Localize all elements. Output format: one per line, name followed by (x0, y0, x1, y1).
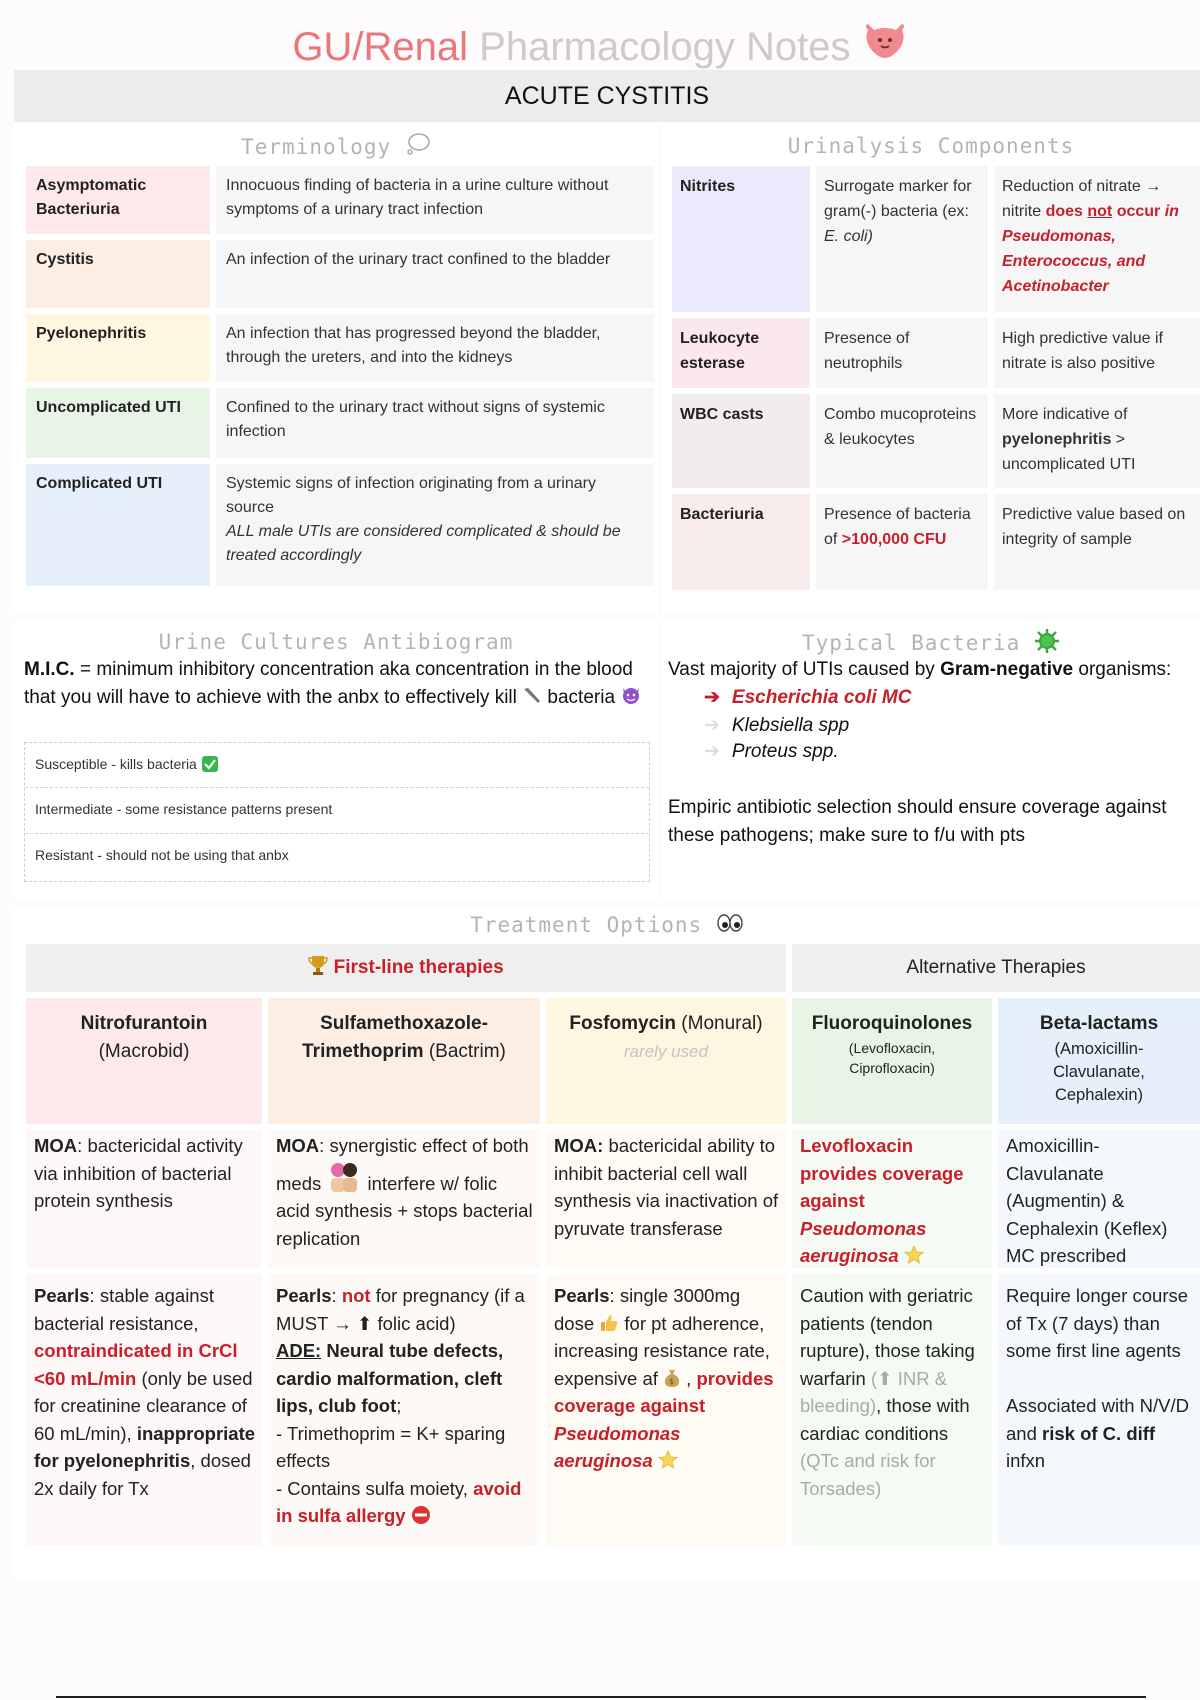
pearls-bactrim: Pearls: not for pregnancy (if a MUST → ⬆ folic acid) ADE: Neural tube defects, cardio malformation, cleft lips, club foot; - Trimethoprim = K+ sparing effects - Contains sulfa moiety, avoid in sulfa allergy (276, 1285, 525, 1526)
bacteria-intro: Vast majority of UTIs caused by Gram-negative organisms: (668, 659, 1172, 680)
ua-name: WBC casts (672, 394, 810, 488)
treatment-panel (14, 906, 1200, 1580)
thought-bubble-icon (405, 135, 431, 159)
term-name: Complicated UTI (26, 464, 210, 586)
term-row-cystitis (26, 240, 654, 308)
star-icon (658, 1450, 678, 1471)
drug-header-bactrim: Sulfamethoxazole-Trimethoprim (Bactrim) (302, 1013, 506, 1062)
eyes-icon (716, 913, 744, 937)
section-banner: ACUTE CYSTITIS (14, 70, 1200, 122)
ua-description: Surrogate marker for gram(-) bacteria (ex: E. coli) (816, 166, 988, 312)
susceptibility-item-intermediate: Intermediate - some resistance patterns present (35, 801, 333, 817)
term-definition: Confined to the urinary tract without signs of systemic infection (216, 388, 654, 458)
term-row-complicated-uti (26, 464, 654, 586)
bacteria-item: ➔ Proteus spp. (704, 741, 839, 762)
term-definition: Systemic signs of infection originating from a urinary source ALL male UTIs are considered complicated & should be treated accordingly (216, 464, 654, 586)
star-icon (904, 1245, 924, 1266)
bacteria-item: ➔ Klebsiella spp (704, 715, 850, 736)
money-bag-icon (663, 1368, 681, 1389)
terminology-heading: Terminology (14, 132, 658, 159)
ua-row-bacteriuria (672, 494, 1200, 590)
drug-header-fluoroquinolones: Fluoroquinolones (Levofloxacin, Ciprofloxacin) (811, 1013, 973, 1076)
ua-note: More indicative of pyelonephritis > uncomplicated UTI (994, 394, 1200, 488)
ua-name: Bacteriuria (672, 494, 810, 590)
term-name: Cystitis (26, 240, 210, 308)
bladder-icon (862, 25, 908, 69)
drug-header-beta-lactams: Beta-lactams (Amoxicillin-Clavulanate, Cephalexin) (1039, 1013, 1159, 1104)
moa-fosfomycin: MOA: bactericidal ability to inhibit bacterial cell wall synthesis via inactivation of pyruvate transferase (554, 1135, 779, 1239)
bacteria-panel (662, 620, 1200, 900)
trophy-icon (308, 957, 328, 978)
moa-fluoroquinolones: Levofloxacin provides coverage against Pseudomonas aeruginosa (800, 1135, 964, 1266)
urinalysis-heading: Urinalysis Components (787, 134, 1075, 158)
ua-name: Leukocyte esterase (672, 318, 810, 388)
moa-bactrim: MOA: synergistic effect of both meds interfere w/ folic acid synthesis + stops bacterial replication (276, 1135, 533, 1249)
treatment-heading: Treatment Options (14, 912, 1200, 937)
drug-header-nitrofurantoin: Nitrofurantoin (Macrobid) (80, 1013, 208, 1062)
bacteria-item: ➔ Escherichia coli MC (704, 687, 912, 708)
ua-description: Presence of neutrophils (816, 318, 988, 388)
alternative-header: Alternative Therapies (792, 944, 1200, 992)
term-name: Pyelonephritis (26, 314, 210, 382)
ua-note: Reduction of nitrate → nitrite does not occur in Pseudomonas, Enterococcus, and Acetinobacter (994, 166, 1200, 312)
antibiogram-heading: Urine Cultures Antibiogram (158, 630, 514, 654)
term-name: Uncomplicated UTI (26, 388, 210, 458)
svg-text:$: $ (669, 1376, 675, 1386)
ua-description: Combo mucoproteins & leukocytes (816, 394, 988, 488)
drug-header-fosfomycin: Fosfomycin (Monural) rarely used (569, 1013, 763, 1061)
title-part-b: Pharmacology Notes (479, 25, 851, 69)
moa-nitrofurantoin: MOA: bactericidal activity via inhibition of bacterial protein synthesis (34, 1135, 243, 1211)
term-row-pyelonephritis (26, 314, 654, 382)
bacteria-heading: Typical Bacteria (662, 628, 1200, 655)
antibiogram-panel (14, 620, 658, 900)
term-row-uncomplicated-uti (26, 388, 654, 458)
arrow-icon: ➔ (704, 741, 720, 762)
check-icon (201, 756, 219, 772)
pearls-beta-lactams: Require longer course of Tx (7 days) than some first line agents Associated with N/V/D and risk of C. diff infxn (1006, 1285, 1190, 1471)
title-part-a: GU/Renal (292, 25, 469, 69)
pearls-fluoroquinolones: Caution with geriatric patients (tendon rupture), those taking warfarin (⬆ INR & bleeding), those with cardiac conditions (QTc and risk for Torsades) (800, 1285, 975, 1499)
susceptibility-list (24, 742, 650, 882)
terminology-panel (14, 124, 658, 614)
ua-name: Nitrites (672, 166, 810, 312)
pearls-nitrofurantoin: Pearls: stable against bacterial resistance, contraindicated in CrCl <60 mL/min (only be used for creatinine clearance of 60 mL/min), inappropriate for pyelonephritis, dosed 2x daily for Tx (34, 1285, 256, 1499)
term-note: ALL male UTIs are considered complicated & should be treated accordingly (226, 523, 621, 564)
ua-row-nitrites (672, 166, 1200, 312)
bacteria-outro: Empiric antibiotic selection should ensure coverage against these pathogens; make sure to f/u with pts (668, 797, 1167, 846)
ua-note: High predictive value if nitrate is also positive (994, 318, 1200, 388)
susceptibility-item-resistant: Resistant - should not be using that anbx (35, 847, 289, 863)
ua-row-leukocyte-esterase (672, 318, 1200, 388)
susceptibility-item-susceptible: Susceptible - kills bacteria (35, 755, 219, 773)
term-definition: Innocuous finding of bacteria in a urine culture without symptoms of a urinary tract infection (216, 166, 654, 234)
term-name: Asymptomatic Bacteriuria (26, 166, 210, 234)
first-line-header: First-line therapies (26, 944, 786, 992)
microbe-icon (1034, 631, 1060, 655)
ua-description: Presence of bacteria of >100,000 CFU (816, 494, 988, 590)
page-title (0, 22, 1200, 70)
arrow-icon: ➔ (704, 687, 720, 708)
moa-beta-lactams: Amoxicillin-Clavulanate (Augmentin) & Cephalexin (Keflex) MC prescribed (1006, 1135, 1168, 1266)
two-people-icon (326, 1173, 362, 1194)
arrow-icon: ➔ (704, 715, 720, 736)
term-definition: An infection that has progressed beyond the bladder, through the ureters, and into the kidneys (216, 314, 654, 382)
mic-definition: M.I.C. = minimum inhibitory concentration aka concentration in the blood that you will have to achieve with the anbx to effectively kill bacteria (24, 656, 654, 712)
ua-row-wbc-casts (672, 394, 1200, 488)
devil-icon (620, 687, 642, 708)
pearls-fosfomycin: Pearls: single 3000mg dose for pt adherence, increasing resistance rate, expensive af $ , provides coverage against Pseudomonas aeruginosa (554, 1285, 774, 1471)
no-entry-icon (411, 1505, 431, 1526)
term-row-asymptomatic-bacteriuria (26, 166, 654, 234)
thumbs-up-icon (599, 1313, 619, 1334)
bottom-divider (56, 1696, 1146, 1698)
urinalysis-panel (662, 124, 1200, 614)
term-definition: An infection of the urinary tract confined to the bladder (216, 240, 654, 308)
knife-icon (522, 687, 542, 708)
ua-note: Predictive value based on integrity of sample (994, 494, 1200, 590)
